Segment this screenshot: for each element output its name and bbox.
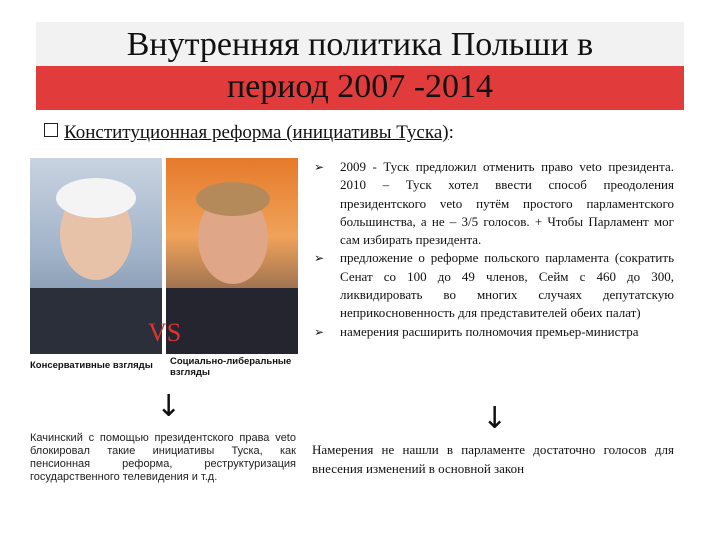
vs-label: VS (148, 318, 182, 347)
title-line-1: Внутренняя политика Польши в (126, 26, 594, 63)
bullet-text: предложение о реформе польского парламента (сократить Сенат со 100 до 49 членов, Сейм с 460 до 300, ликвидировать во многих случаях депутатскую неприкосновенность для представителей обеих палат) (340, 250, 674, 321)
right-note: Намерения не нашли в парламенте достаточно голосов для внесения изменений в основной закон (312, 442, 674, 476)
down-arrow-icon: ↓ (156, 389, 182, 424)
caption-left: Консервативные взгляды (30, 360, 153, 371)
suit-shape (166, 288, 298, 354)
subtitle-text: Конституционная реформа (инициативы Туска) (64, 122, 449, 143)
checkbox-icon (44, 123, 58, 137)
left-note: Качинский с помощью президентского права veto блокировал такие инициативы Туска, как пенсионная реформа, реструктуризация государственного телевидения и т.д. (30, 432, 296, 483)
caption-right: Социально-либеральные взгляды (170, 356, 292, 378)
down-arrow-icon: ↓ (482, 401, 508, 436)
photo-tusk (166, 158, 298, 354)
bullet-text: 2009 - Туск предложил отменить право veto президента. 2010 – Туск хотел ввести способ преодоления президентского veto путём простого парламентского большинства, а не – 3/5 голосов. + Чтобы Парламент мог сам избирать президента. (340, 159, 674, 248)
arrow-bullet-icon: ➢ (314, 251, 325, 266)
photo-kaczynski (30, 158, 162, 354)
page-title (36, 24, 684, 108)
photo-comparison (30, 158, 298, 354)
subtitle-suffix: : (448, 122, 454, 143)
bullet-item (312, 323, 674, 341)
bullet-item (312, 158, 674, 249)
hair-shape (56, 178, 136, 218)
arrow-bullet-icon: ➢ (314, 160, 325, 174)
hair-shape (196, 182, 270, 216)
title-band (36, 22, 684, 110)
bullet-item (312, 249, 674, 322)
bullet-text: намерения расширить полномочия премьер-министра (340, 323, 639, 339)
title-line-2: период 2007 -2014 (226, 68, 494, 105)
suit-shape (30, 288, 162, 354)
bullet-list (312, 158, 674, 341)
arrow-bullet-icon: ➢ (314, 324, 325, 339)
subtitle (44, 122, 454, 144)
